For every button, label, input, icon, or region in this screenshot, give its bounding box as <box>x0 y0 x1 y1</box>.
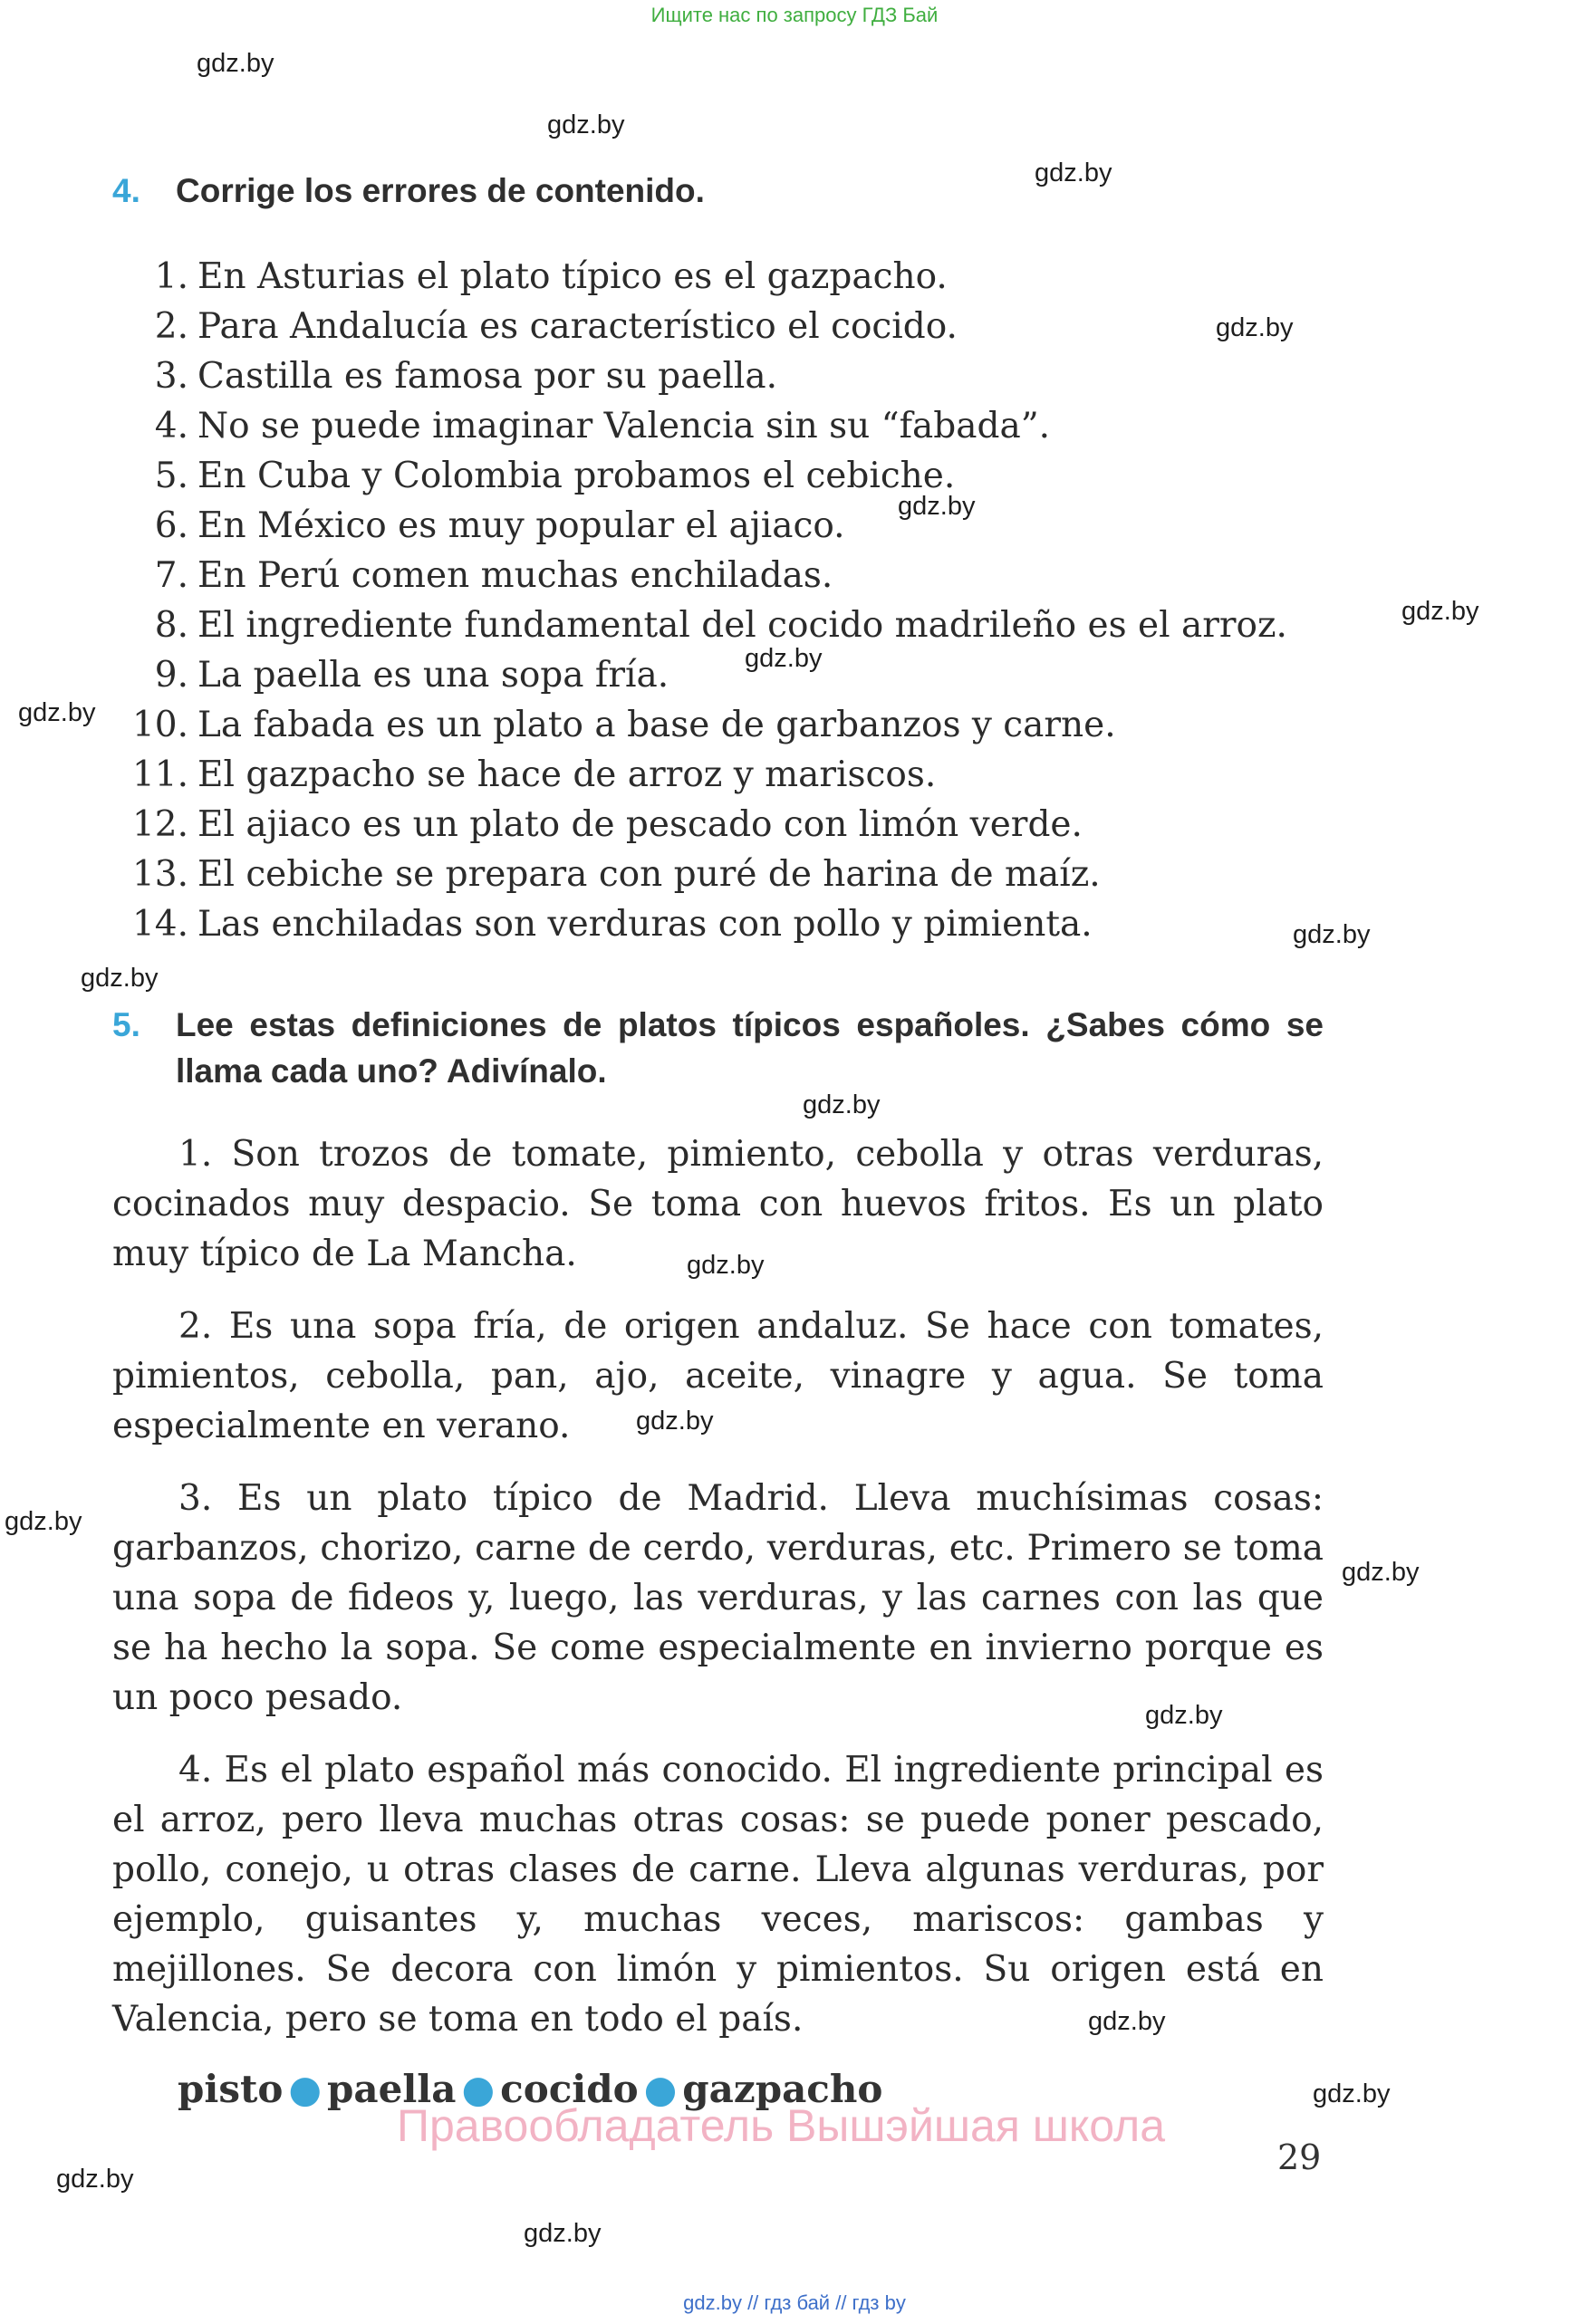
exercise-title: Corrige los errores de contenido. <box>176 172 705 209</box>
watermark: gdz.by <box>197 49 274 78</box>
exercise-number: 5. <box>112 1006 140 1043</box>
answer-option: cocido <box>500 2067 639 2111</box>
exercise-4-heading <box>112 172 705 210</box>
watermark: gdz.by <box>745 644 823 673</box>
bottom-banner: gdz.by // гдз бай // гдз by <box>683 2291 906 2314</box>
watermark: gdz.by <box>1293 920 1371 949</box>
list-item: 3. Castilla es famosa por su paella. <box>154 356 778 397</box>
bullet-icon: ● <box>461 2067 496 2111</box>
answer-option: paella <box>327 2067 457 2111</box>
list-item: 5. En Cuba y Colombia probamos el cebiche. <box>154 456 956 496</box>
list-item: 10. La fabada es un plato a base de garbanzos y carne. <box>131 705 1116 745</box>
watermark: gdz.by <box>803 1090 881 1119</box>
definition-paragraph: 3. Es un plato típico de Madrid. Lleva muchísimas cosas: garbanzos, chorizo, carne de cerdo, verduras, etc. Primero se toma una sopa de fideos y, luego, las verduras, y las carnes con las que se ha hecho la sopa. Se come especialmente en invierno porque es un poco pesado. <box>112 1478 1324 1718</box>
watermark: gdz.by <box>1035 158 1112 187</box>
bullet-icon: ● <box>288 2067 323 2111</box>
list-item: 1. En Asturias el plato típico es el gazpacho. <box>154 256 948 297</box>
definition-paragraph: 4. Es el plato español más conocido. El ingrediente principal es el arroz, pero lleva muchas otras cosas: se puede poner pescado, pollo, conejo, u otras clases de carne. Lleva algunas verduras, por ejemplo, guisantes y, muchas veces, mariscos: gambas y mejillones. Se decora con limón y pimientos. Su origen está en Valencia, pero se toma en todo el país. <box>112 1750 1324 2040</box>
page-number: 29 <box>1277 2137 1322 2177</box>
list-item: 6. En México es muy popular el ajiaco. <box>154 505 845 546</box>
watermark: gdz.by <box>81 964 159 993</box>
watermark: gdz.by <box>5 1507 82 1536</box>
list-item: 7. En Perú comen muchas enchiladas. <box>154 555 833 596</box>
definition-paragraph: 1. Son trozos de tomate, pimiento, cebolla y otras verduras, cocinados muy despacio. Se toma con huevos fritos. Es un plato muy típico de La Mancha. <box>112 1134 1324 1274</box>
watermark: gdz.by <box>1145 1701 1223 1730</box>
answer-option: gazpacho <box>682 2067 883 2111</box>
watermark: gdz.by <box>636 1407 714 1436</box>
list-item: 4. No se puede imaginar Valencia sin su “fabada”. <box>154 406 1051 447</box>
error-statements-list <box>112 252 1344 949</box>
exercise-5-heading <box>112 1002 1324 1094</box>
answer-option: pisto <box>178 2067 284 2111</box>
list-item: 13. El cebiche se prepara con puré de harina de maíz. <box>131 854 1101 895</box>
watermark: gdz.by <box>56 2165 134 2194</box>
watermark: gdz.by <box>1342 1558 1420 1587</box>
watermark: gdz.by <box>1088 2007 1166 2036</box>
watermark: gdz.by <box>547 110 625 139</box>
watermark: gdz.by <box>1216 313 1294 342</box>
bullet-icon: ● <box>643 2067 678 2111</box>
watermark: gdz.by <box>1313 2079 1391 2108</box>
exercise-number: 4. <box>112 172 140 209</box>
definition-paragraph: 2. Es una sopa fría, de origen andaluz. Se hace con tomates, pimientos, cebolla, pan, ajo, aceite, vinagre y agua. Se toma especialmente en verano. <box>112 1306 1324 1446</box>
watermark: gdz.by <box>687 1251 765 1280</box>
watermark: gdz.by <box>524 2219 602 2248</box>
rights-holder: Правообладатель Вышэйшая школа <box>397 2100 1165 2151</box>
list-item: 14. Las enchiladas son verduras con pollo y pimienta. <box>131 904 1093 945</box>
list-item: 11. El gazpacho se hace de arroz y mariscos. <box>131 754 937 795</box>
watermark: gdz.by <box>18 698 96 727</box>
list-item: 8. El ingrediente fundamental del cocido madrileño es el arroz. <box>154 605 1287 646</box>
list-item: 9. La paella es una sopa fría. <box>154 655 669 696</box>
exercise-title: Lee estas definiciones de platos típicos españoles. ¿Sabes cómo se llama cada uno? Adivínalo. <box>176 1006 1324 1090</box>
watermark: gdz.by <box>1401 597 1479 626</box>
list-item: 2. Para Andalucía es característico el cocido. <box>154 306 958 347</box>
list-item: 12. El ajiaco es un plato de pescado con limón verde. <box>131 804 1083 845</box>
top-banner: Ищите нас по запросу ГДЗ Бай <box>650 4 939 26</box>
watermark: gdz.by <box>898 492 976 521</box>
